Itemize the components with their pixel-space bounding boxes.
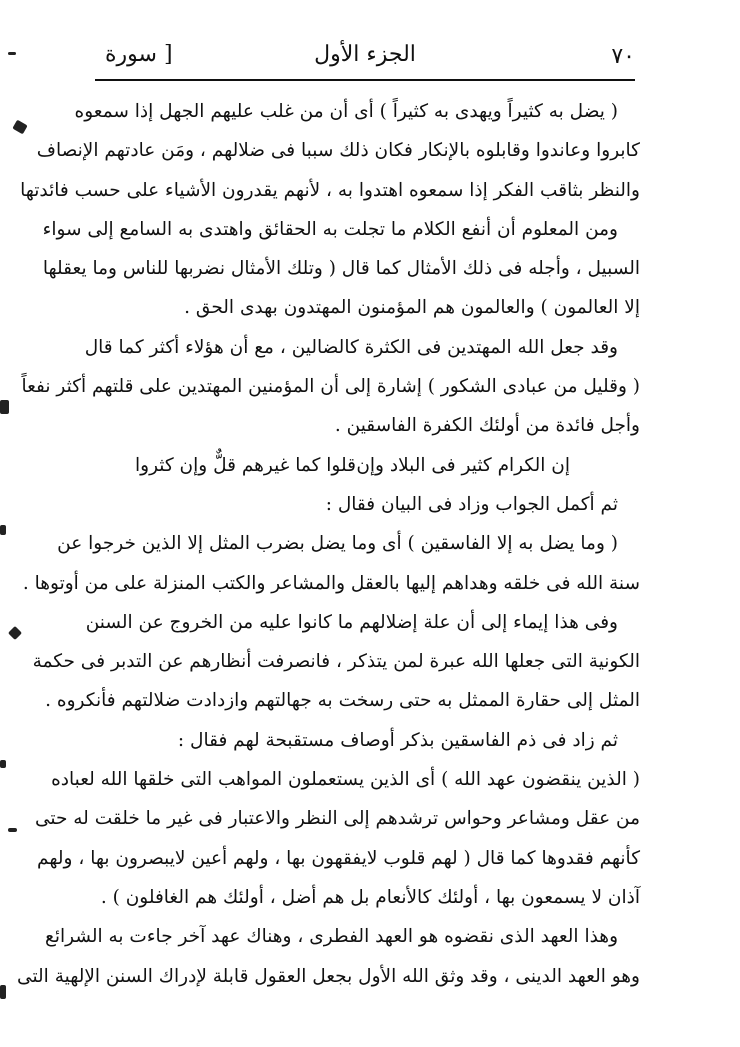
text-line: وفى هذا إيماء إلى أن علة إضلالهم ما كانوا عليه من الخروج عن السنن: [85, 611, 618, 633]
text-line: إلا العالمون ) والعالمون هم المؤمنون المهتدون بهدى الحق .: [184, 297, 640, 319]
surah-label: [ سورة: [105, 42, 173, 67]
scan-speck: [0, 985, 6, 999]
text-body: [17, 92, 640, 996]
text-line: ( وما يضل به إلا الفاسقين ) أى وما يضل بضرب المثل إلا الذين خرجوا عن: [57, 533, 618, 555]
scan-speck: [0, 400, 9, 414]
scan-speck: [12, 120, 27, 135]
scan-speck: [8, 52, 16, 55]
text-line: وهو العهد الدينى ، وقد وثق الله الأول بجعل العقول قابلة لإدراك السنن الإلهية التى: [17, 965, 640, 987]
text-line: ( الذين ينقضون عهد الله ) أى الذين يستعملون المواهب التى خلقها الله لعباده: [51, 769, 640, 791]
text-line: المثل إلى حقارة الممثل به حتى رسخت به جهالتهم وازدادت ضلالتهم فأنكروه .: [45, 690, 640, 712]
text-line: من عقل ومشاعر وحواس ترشدهم إلى النظر والاعتبار فى غير ما خلقت له حتى: [34, 808, 640, 830]
scan-speck: [8, 626, 22, 640]
text-line: ( وقليل من عبادى الشكور ) إشارة إلى أن المؤمنين المهتدين على قلتهم أكثر نفعاً: [21, 376, 640, 398]
text-line: وأجل فائدة من أولئك الكفرة الفاسقين .: [334, 415, 640, 437]
text-line: الكونية التى جعلها الله عبرة لمن يتذكر ، فانصرفت أنظارهم عن التدبر فى حكمة: [32, 651, 640, 673]
text-line: والنظر بثاقب الفكر إذا سمعوه اهتدوا به ، لأنهم يقدرون الأشياء على حسب فائدتها: [20, 179, 640, 201]
text-line: وهذا العهد الذى نقضوه هو العهد الفطرى ، وهناك عهد آخر جاءت به الشرائع: [44, 926, 618, 948]
poem-verse: [95, 446, 640, 485]
poem-hemistich-first: إن الكرام كثير فى البلاد وإن: [356, 454, 570, 476]
scan-speck: [8, 828, 17, 832]
text-line: كأنهم فقدوها كما قال ( لهم قلوب لايفقهون بها ، ولهم أعين لايبصرون بها ، ولهم: [37, 847, 640, 869]
scan-speck: [0, 760, 6, 768]
text-line: ثم زاد فى ذم الفاسقين بذكر أوصاف مستقبحة لهم فقال :: [177, 729, 618, 751]
text-line: كابروا وعاندوا وقابلوه بالإنكار فكان ذلك سببا فى ضلالهم ، ومَن عادتهم الإنصاف: [36, 140, 640, 162]
scan-speck: [0, 525, 6, 535]
text-line: ومن المعلوم أن أنفع الكلام ما تجلت به الحقائق واهتدى به السامع إلى سواء: [42, 218, 618, 240]
text-line: وقد جعل الله المهتدين فى الكثرة كالضالين ، مع أن هؤلاء أكثر كما قال: [84, 336, 618, 358]
part-title: الجزء الأول: [314, 42, 416, 67]
page-header: [95, 40, 635, 80]
header-rule: [95, 79, 635, 81]
text-line: ثم أكمل الجواب وزاد فى البيان فقال :: [325, 493, 618, 515]
text-line: ( يضل به كثيراً ويهدى به كثيراً ) أى أن من غلب عليهم الجهل إذا سمعوه: [74, 101, 618, 122]
text-line: سنة الله فى خلقه وهداهم إليها بالعقل والمشاعر والكتب المنزلة على من أوتوها .: [22, 572, 640, 594]
page-number: ٧٠: [611, 44, 635, 69]
poem-hemistich-second: قلوا كما غيرهم قلٌّ وإن كثروا: [135, 454, 356, 476]
text-line: السبيل ، وأجله فى ذلك الأمثال كما قال ( وتلك الأمثال نضربها للناس وما يعقلها: [42, 258, 640, 280]
text-line: آذان لا يسمعون بها ، أولئك كالأنعام بل هم أضل ، أولئك هم الغافلون ) .: [100, 886, 640, 908]
